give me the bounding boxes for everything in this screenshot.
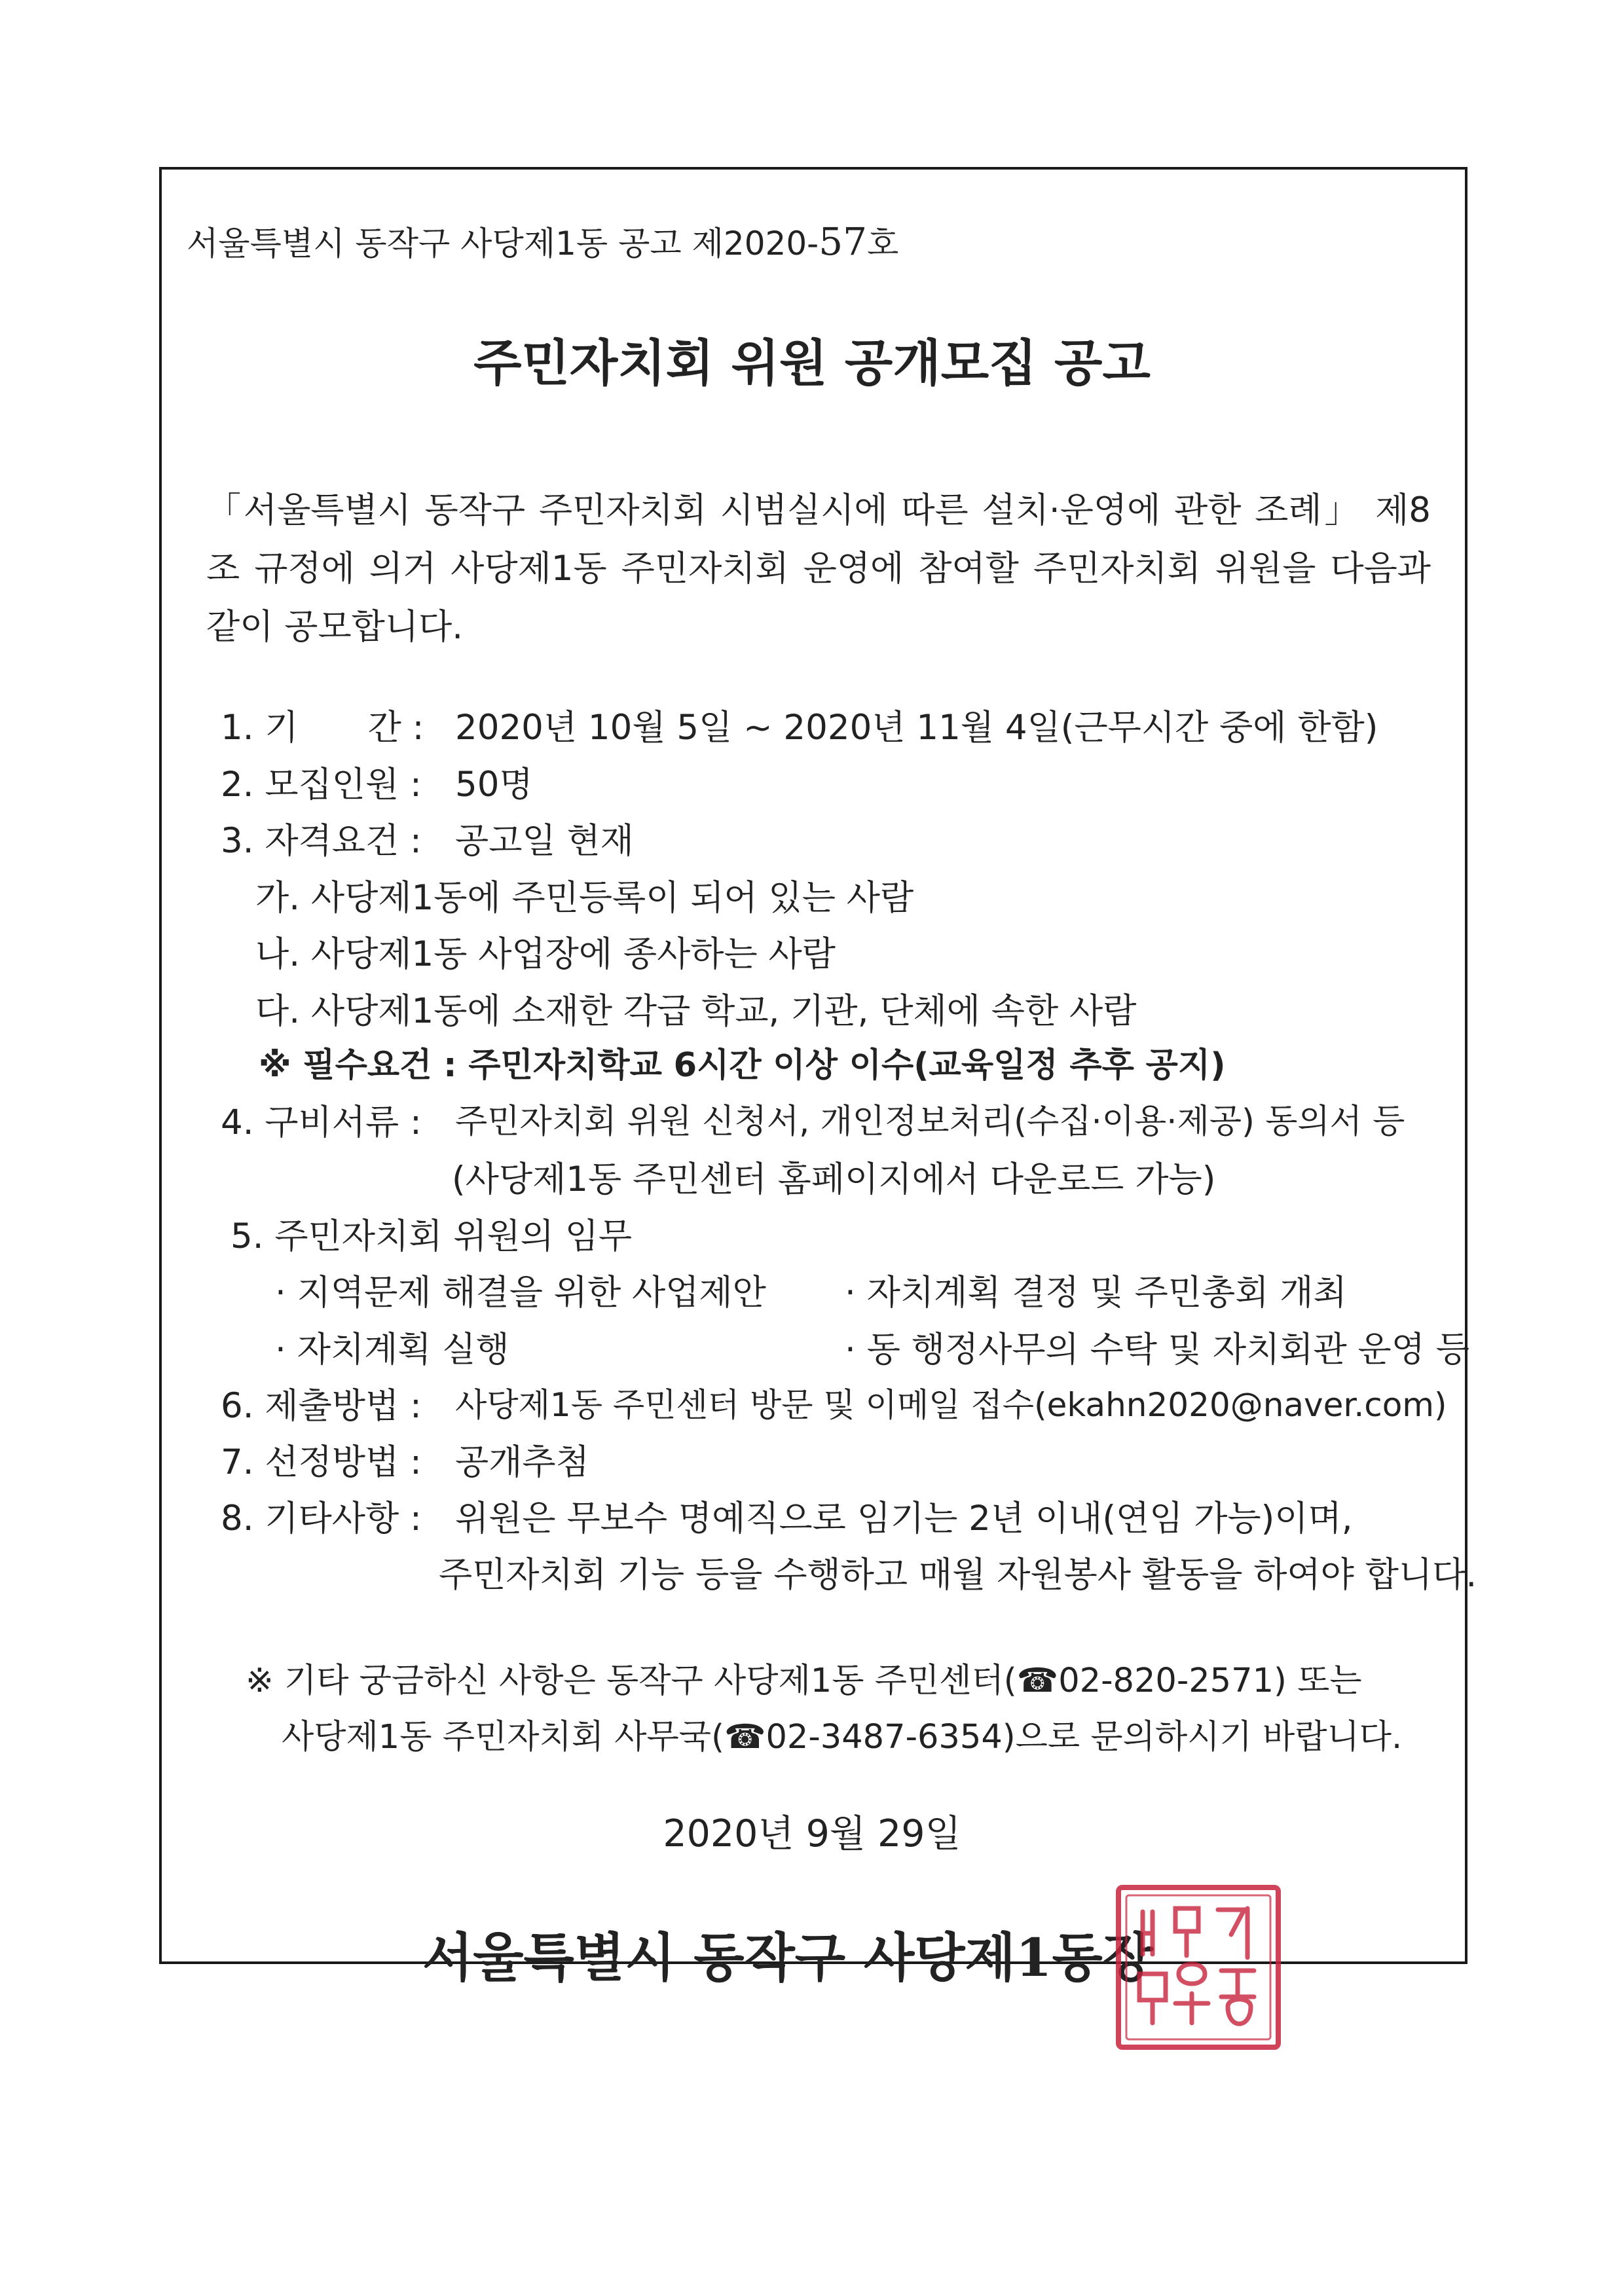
item-2-value: 50명 <box>455 765 533 805</box>
item-4-note: (사당제1동 주민센터 홈페이지에서 다운로드 가능) <box>452 1159 1216 1199</box>
item-1-value: 2020년 10월 5일 ~ 2020년 11월 4일(근무시간 중에 한함) <box>455 708 1378 748</box>
item-4-value: 주민자치회 위원 신청서, 개인정보처리(수집·이용·제공) 동의서 등 <box>455 1102 1405 1141</box>
item-3-sub-b: 나. 사당제1동 사업장에 종사하는 사람 <box>255 934 836 974</box>
item-1-label: 1. 기 간 : <box>221 708 424 748</box>
item-5-duty-3: · 자치계획 실행 <box>275 1330 509 1370</box>
item-8-label: 8. 기타사항 : <box>221 1499 422 1539</box>
item-3-sub-c: 다. 사당제1동에 소재한 각급 학교, 기관, 단체에 속한 사람 <box>255 991 1137 1031</box>
item-5-duty-1: · 지역문제 해결을 위한 사업제안 <box>275 1273 766 1313</box>
intro-paragraph: 「서울특별시 동작구 주민자치회 시범실시에 따른 설치·운영에 관한 조례」 제8조 규정에 의거 사당제1동 주민자치회 운영에 참여할 주민자치회 위원을 다음과 같이 공모합니다. <box>206 490 1431 647</box>
item-4-label: 4. 구비서류 : <box>221 1102 422 1142</box>
item-5-duty-2: · 자치계획 결정 및 주민총회 개최 <box>845 1273 1347 1313</box>
item-2-label: 2. 모집인원 : <box>221 765 422 805</box>
item-7-label: 7. 선정방법 : <box>221 1442 422 1482</box>
notice-number: 서울특별시 동작구 사당제1동 공고 제2020-57호 <box>187 219 899 264</box>
item-6-label: 6. 제출방법 : <box>221 1386 422 1426</box>
item-3-value: 공고일 현재 <box>455 821 634 861</box>
item-6-value: 사당제1동 주민센터 방문 및 이메일 접수(ekahn2020@naver.com) <box>455 1386 1447 1424</box>
item-5-label: 5. 주민자치회 위원의 임무 <box>231 1216 633 1256</box>
contact-line-1: ※ 기타 궁금하신 사항은 동작구 사당제1동 주민센터(☎02-820-2571) 또는 <box>246 1662 1362 1700</box>
required-condition: ※ 필수요건 : 주민자치학교 6시간 이상 이수(교육일정 추후 공지) <box>259 1046 1226 1085</box>
notice-title: 주민자치회 위원 공개모집 공고 <box>473 334 1151 392</box>
item-8-value-2: 주민자치회 기능 등을 수행하고 매월 자원봉사 활동을 하여야 합니다. <box>439 1555 1477 1595</box>
notice-date: 2020년 9월 29일 <box>663 1812 961 1855</box>
official-seal <box>1113 1882 1283 2052</box>
handwritten-number: 57 <box>819 219 867 264</box>
item-3-label: 3. 자격요건 : <box>221 821 422 861</box>
item-8-value-1: 위원은 무보수 명예직으로 임기는 2년 이내(연임 가능)이며, <box>455 1499 1353 1539</box>
item-5-duty-4: · 동 행정사무의 수탁 및 자치회관 운영 등 <box>845 1330 1469 1370</box>
item-3-sub-a: 가. 사당제1동에 주민등록이 되어 있는 사람 <box>255 878 914 918</box>
contact-line-2: 사당제1동 주민자치회 사무국(☎02-3487-6354)으로 문의하시기 바랍니다. <box>282 1718 1403 1757</box>
item-7-value: 공개추첨 <box>455 1442 589 1482</box>
signer-title: 서울특별시 동작구 사당제1동장 <box>422 1927 1154 1988</box>
